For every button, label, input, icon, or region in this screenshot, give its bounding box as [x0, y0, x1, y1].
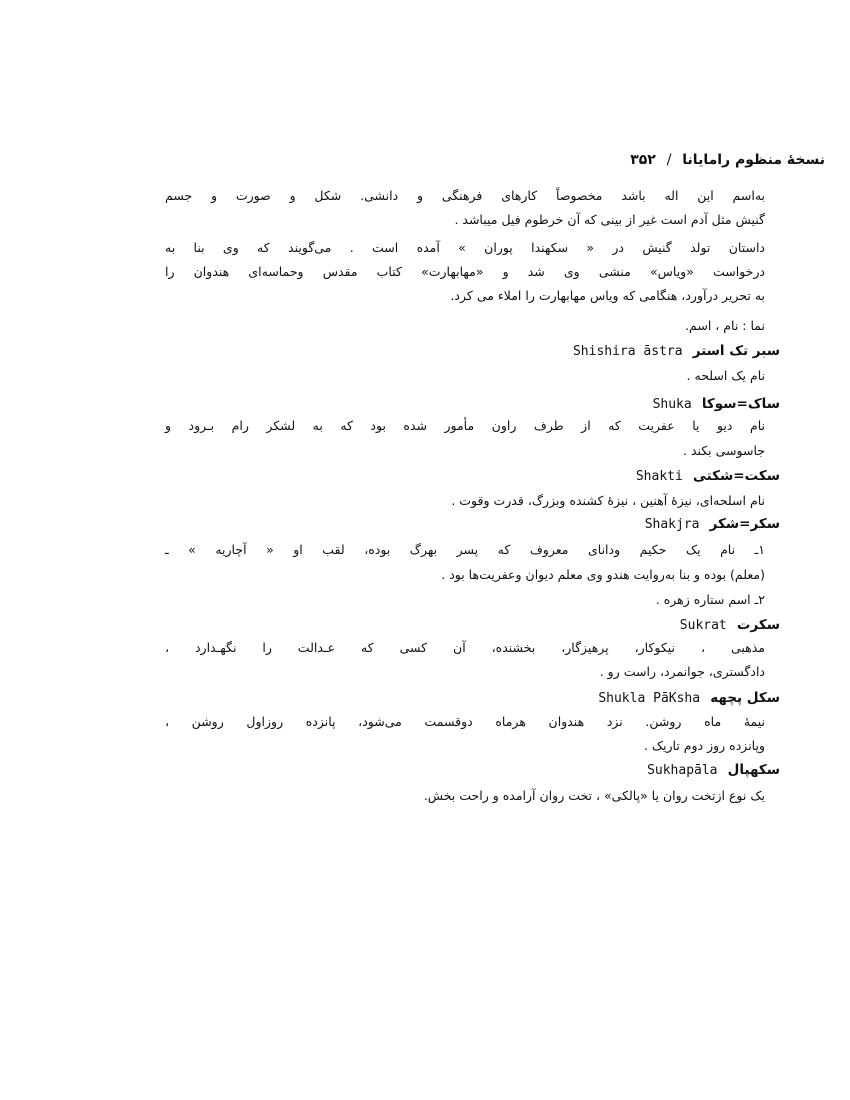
glossary-headword — [180, 468, 780, 484]
definition-line: (معلم) بوده و بنا به‌روایت هندو وی معلم دیوان وعفریت‌ها بود . — [441, 567, 765, 582]
glossary-headword — [180, 343, 780, 359]
glossary-headword — [180, 396, 780, 412]
page-number: ۳۵۲ — [630, 152, 656, 168]
definition-line: نام دیو یا عفریت که از طرف راون مأمور شده بود که به لشکر رام بـرود و — [165, 418, 765, 433]
headword-latin: Sukrat — [679, 618, 727, 633]
headword-persian: ساک=سوکا — [701, 396, 780, 412]
headword-persian: سکرت — [736, 617, 780, 633]
book-title: نسخهٔ منظوم رامایانا — [682, 152, 825, 168]
intro-line: به تحریر درآورد، هنگامی که ویاس مهابهارت را املاء می کرد. — [450, 288, 765, 303]
intro-line: به‌اسم این اله باشد مخصوصاً کارهای فرهنگی و دانشی. شکل و صورت و جسم — [165, 188, 765, 203]
definition-line: مذهبی ، نیکوکار، پرهیزگار، بخشنده، آن کسی که عـدالت را نگهـدارد ، — [165, 640, 765, 655]
glossary-headword — [180, 762, 780, 778]
headword-latin: Shakti — [635, 469, 683, 484]
definition-line: نام اسلحه‌ای، نیزهٔ آهنین ، نیزهٔ کشنده وبزرگ، قدرت وقوت . — [451, 493, 765, 508]
headword-latin: Shishira āstra — [572, 344, 683, 359]
headword-latin: Shakjra — [644, 517, 700, 532]
intro-line: درخواست «ویاس» منشی وی شد و «مهابهارت» کتاب مقدس وحماسه‌ای هندوان را — [165, 264, 765, 279]
running-header — [225, 152, 825, 168]
headword-latin: Sukhapāla — [647, 763, 718, 778]
intro-line: داستان تولد گنیش در « سکهندا پوران » آمده است . می‌گویند که وی بنا به — [165, 240, 765, 255]
headword-persian: سکت=شکتی — [692, 468, 780, 484]
definition-line: دادگستری، جوانمرد، راست رو . — [599, 664, 765, 679]
headword-latin: Shuka — [652, 397, 692, 412]
definition-line: وپانزده روز دوم تاریک . — [643, 738, 765, 753]
intro-line: گنیش مثل آدم است غیر از بینی که آن خرطوم فیل میباشد . — [454, 212, 765, 227]
definition-line: جاسوسی بکند . — [683, 443, 765, 458]
glossary-headword — [180, 617, 780, 633]
definition-line: نام یک اسلحه . — [686, 368, 765, 383]
headword-persian: سبر تک استر — [692, 343, 780, 359]
headword-persian: سکر=شکر — [709, 516, 780, 532]
glossary-headword — [180, 516, 780, 532]
definition-line: یک نوع ازتخت روان یا «پالکی» ، تخت روان آرامده و راحت بخش. — [423, 788, 765, 803]
intro-line: نما : نام ، اسم. — [685, 318, 765, 333]
definition-line: نیمهٔ ماه روشن. نزد هندوان هرماه دوقسمت می‌شود، پانزده روزاول روشن ، — [165, 714, 765, 729]
glossary-headword — [180, 690, 780, 706]
headword-persian: سکهپال — [727, 762, 780, 778]
headword-persian: سکل پچهه — [710, 690, 780, 706]
header-separator: / — [666, 152, 672, 168]
definition-line: ۱ـ نام یک حکیم ودانای معروف که پسر بهرگ بوده، لقب او « آچاریه » ـ — [165, 542, 765, 557]
headword-latin: Shukla PāKsha — [598, 691, 701, 706]
definition-line: ۲ـ اسم ستاره زهره . — [655, 592, 765, 607]
